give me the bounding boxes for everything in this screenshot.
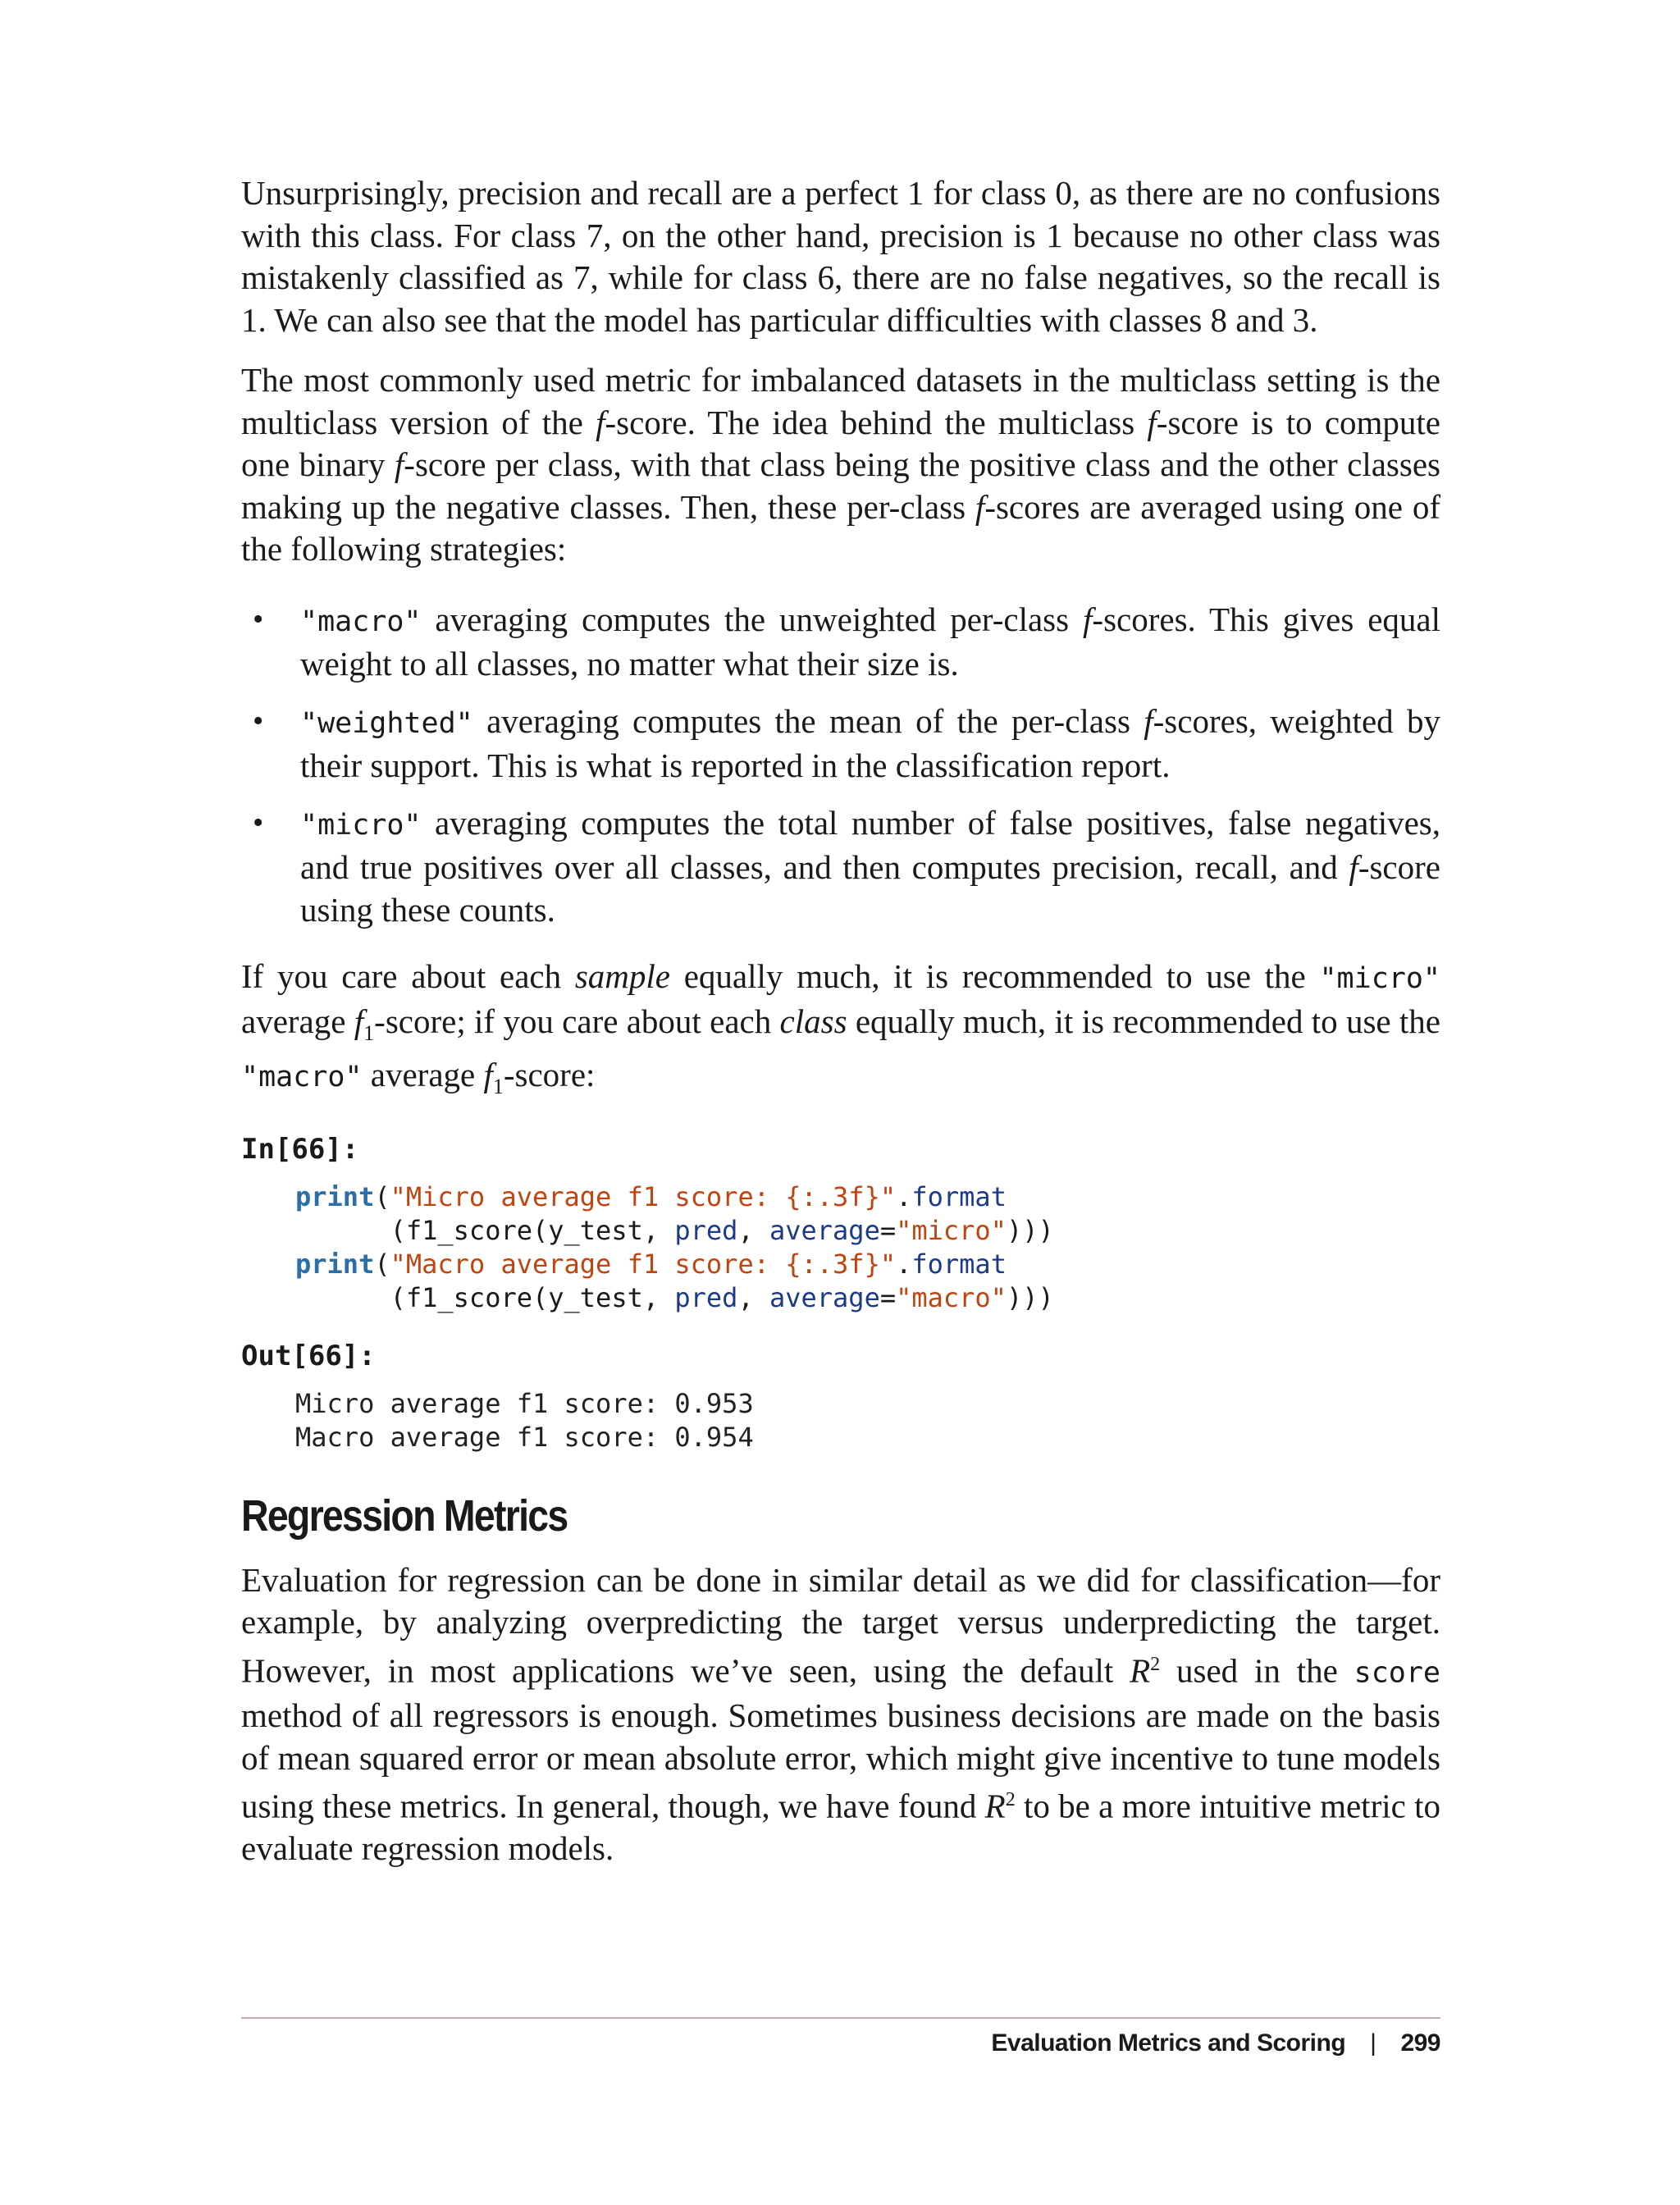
string: "macro" [896, 1281, 1007, 1313]
text: average [362, 1056, 484, 1094]
identifier: pred [674, 1281, 738, 1313]
text: equally much, it is recommended to use the [847, 1002, 1441, 1040]
averaging-strategies-list [241, 599, 1440, 932]
list-item-macro [241, 599, 1440, 686]
method: format [911, 1248, 1007, 1280]
italic-r: R [1130, 1651, 1151, 1690]
text: -score per class, with that class being the positive class and the other classes making up the negative classes. Then, these per-class [241, 445, 1440, 526]
italic-f: f [1349, 848, 1358, 886]
code-inline: "micro" [300, 808, 422, 842]
italic-class: class [779, 1002, 847, 1040]
page-content [241, 172, 1440, 1888]
code-inline: score [1354, 1656, 1440, 1690]
keyword: print [295, 1180, 375, 1212]
section-title: Regression Metrics [241, 1491, 568, 1541]
text: equally much, it is recommended to use the [670, 957, 1320, 995]
output-line: Macro average f1 score: 0.954 [295, 1421, 754, 1453]
list-item-weighted [241, 701, 1440, 788]
superscript: 2 [1150, 1653, 1161, 1675]
italic-f: f [394, 445, 404, 483]
punct: . [896, 1248, 912, 1280]
identifier: average [769, 1281, 880, 1313]
superscript: 2 [1005, 1789, 1016, 1811]
text: -scores are averaged using one of the following strategies: [241, 487, 1441, 568]
punct: . [896, 1180, 912, 1212]
text: used in the [1160, 1651, 1354, 1690]
code-text: (f1_score(y_test, [295, 1214, 675, 1246]
string: "Macro average f1 score: {:.3f}" [390, 1248, 897, 1280]
page-footer [241, 2029, 1440, 2057]
text: -score; if you care about each [374, 1002, 780, 1040]
subscript: 1 [363, 1020, 375, 1045]
italic-f: f [1083, 600, 1093, 638]
footer-separator: | [1370, 2029, 1376, 2057]
code-inline: "macro" [241, 1061, 363, 1094]
italic-sample: sample [574, 957, 670, 995]
text: method of all regressors is enough. Sometimes business decisions are made on the basis of mean squared error or mean absolute error, which might give incentive to tune models using these metrics. In general, though, we have found [241, 1696, 1440, 1825]
paragraph-recommendation [241, 956, 1440, 1108]
text: -score is to compute one binary [241, 403, 1441, 483]
footer-divider [241, 2017, 1440, 2019]
punct: ( [374, 1180, 390, 1212]
method: format [911, 1180, 1007, 1212]
italic-f: f [483, 1056, 493, 1094]
subscript: 1 [492, 1075, 504, 1099]
output-cell-label: Out[66]: [241, 1339, 376, 1372]
bullet-icon: • [253, 805, 264, 840]
italic-f: f [1147, 403, 1157, 441]
italic-f: f [975, 487, 985, 526]
string: "micro" [896, 1214, 1007, 1246]
code-block [295, 1180, 1440, 1315]
italic-f: f [354, 1002, 364, 1040]
text: averaging computes the unweighted per-class [421, 600, 1084, 638]
text: -scores. This gives equal weight to all classes, no matter what their size is. [300, 600, 1440, 682]
page-number: 299 [1400, 2029, 1440, 2057]
string: "Micro average f1 score: {:.3f}" [390, 1180, 897, 1212]
punct: ))) [1006, 1214, 1054, 1246]
text: -score. The idea behind the multiclass [605, 403, 1148, 441]
identifier: average [769, 1214, 880, 1246]
code-inline: "macro" [300, 605, 422, 638]
text: averaging computes the mean of the per-class [472, 701, 1144, 740]
text: -score: [503, 1056, 596, 1094]
output-line: Micro average f1 score: 0.953 [295, 1387, 754, 1419]
text: average [241, 1002, 354, 1040]
code-inline: "micro" [1319, 962, 1440, 995]
punct: , [737, 1214, 769, 1246]
input-cell-label: In[66]: [241, 1132, 359, 1166]
punct: ))) [1006, 1281, 1054, 1313]
output-block [295, 1387, 1440, 1454]
keyword: print [295, 1248, 375, 1280]
list-item-micro [241, 802, 1440, 932]
text: -scores, weighted by their support. This is what is reported in the classification report. [300, 701, 1440, 784]
code-text: (f1_score(y_test, [295, 1281, 675, 1313]
footer-title: Evaluation Metrics and Scoring [991, 2029, 1346, 2057]
italic-r: R [984, 1787, 1006, 1825]
code-inline: "weighted" [300, 706, 473, 740]
paragraph-regression [241, 1559, 1440, 1870]
punct: ( [374, 1248, 390, 1280]
identifier: pred [674, 1214, 738, 1246]
paragraph-precision-recall: Unsurprisingly, precision and recall are a perfect 1 for class 0, as there are no confusions with this class. For class 7, on the other hand, precision is 1 because no other class was mistakenly classified as 7, while for class 6, there are no false negatives, so the recall is 1. We can also see that the model has particular difficulties with classes 8 and 3. [241, 174, 1440, 339]
punct: = [879, 1214, 897, 1246]
bullet-icon: • [253, 601, 264, 637]
text: to be a more intuitive metric to evaluate regression models. [241, 1787, 1440, 1868]
text: The most commonly used metric for imbalanced datasets in the multiclass setting is the multiclass version of the [241, 361, 1440, 441]
bullet-icon: • [253, 703, 264, 738]
text: averaging computes the total number of false positives, false negatives, and true positives over all classes, and then computes precision, recall, and [300, 803, 1440, 886]
italic-f: f [1144, 701, 1153, 740]
paragraph-multiclass-fscore [241, 359, 1440, 571]
italic-f: f [596, 403, 605, 441]
punct: , [737, 1281, 769, 1313]
punct: = [879, 1281, 897, 1313]
text: -score using these counts. [300, 848, 1440, 929]
text: Evaluation for regression can be done in similar detail as we did for classification—for example, by analyzing overpredicting the target versus underpredicting the target. However, in most applications we’ve seen, using the default [241, 1560, 1440, 1690]
text: If you care about each [241, 957, 575, 995]
